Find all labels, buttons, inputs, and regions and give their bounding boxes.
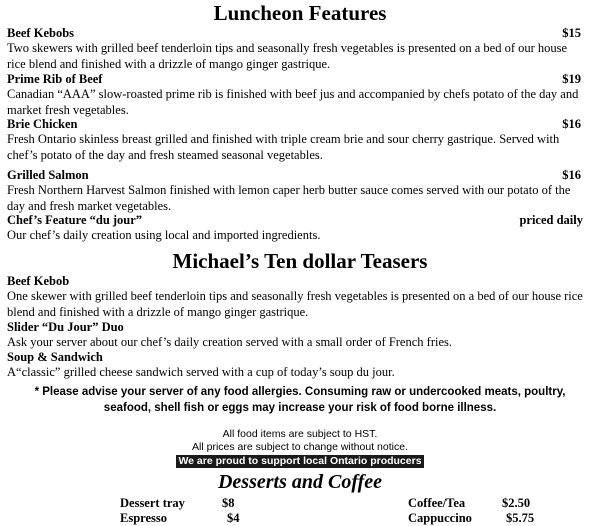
item-price: $16 [562,168,581,182]
hst-note: All food items are subject to HST. [222,428,378,440]
menu-item-grilled-salmon [7,167,585,214]
menu-item-beef-kebob [7,273,585,320]
desserts-title: Desserts and Coffee [217,471,383,493]
dessert-item-name: Cappuccino [408,511,472,525]
item-price: priced daily [519,213,583,227]
item-name: Soup & Sandwich [7,350,103,364]
item-description: A“classic” grilled cheese sandwich served with a cup of today’s soup du jour. [7,365,395,379]
item-description: One skewer with grilled beef tenderloin tips and seasonally fresh vegetables is presented on a bed of our house rice blend and finished with a drizzle of mango ginger gastrique. [7,289,583,319]
dessert-item-price: $2.50 [502,496,531,510]
item-price: $16 [562,117,581,131]
item-name: Slider “Du Jour” Duo [7,320,124,334]
item-name: Grilled Salmon [7,168,89,182]
item-price: $15 [562,26,581,40]
dessert-item-name: Coffee/Tea [408,496,466,510]
dessert-item-price: $5.75 [506,511,535,525]
dessert-item-price: $4 [227,511,240,525]
item-description: Canadian “AAA” slow-roasted prime rib is finished with beef jus and accompanied by chefs potato of the day and market fresh vegetables. [7,87,579,117]
luncheon-title: Luncheon Features [213,1,387,25]
item-description: Two skewers with grilled beef tenderloin tips and seasonally fresh vegetables is presented on a bed of our house rice blend and finished with a drizzle of mango ginger gastrique. [7,41,568,71]
item-name: Beef Kebobs [7,26,75,40]
menu-item-prime-rib [7,71,585,118]
teasers-title: Michael’s Ten dollar Teasers [172,249,428,273]
menu-item-slider-duo [7,319,585,351]
item-description: Fresh Ontario skinless breast grilled and finished with triple cream brie and sour cherry gastrique. Served with chef’s potato of the day and fresh steamed seasonal vegetables. [7,132,560,162]
item-description: Our chef’s daily creation using local and imported ingredients. [7,228,321,242]
item-name: Prime Rib of Beef [7,72,103,86]
menu-item-soup-sandwich [7,349,585,381]
menu-item-chefs-feature [7,212,585,244]
dessert-item-name: Espresso [120,511,168,525]
item-name: Chef’s Feature “du jour” [7,213,143,227]
item-price: $19 [562,72,581,86]
menu-item-brie-chicken [7,116,585,163]
dessert-item-name: Dessert tray [120,496,185,510]
support-banner: We are proud to support local Ontario producers [178,455,422,467]
menu-notes [0,428,600,468]
item-name: Brie Chicken [7,117,78,131]
item-description: Fresh Northern Harvest Salmon finished with lemon caper herb butter sauce comes served with our potato of the day and fresh market vegetables. [7,183,571,213]
item-description: Ask your server about our chef’s daily creation served with a small order of French fries. [7,335,452,349]
item-name: Beef Kebob [7,274,70,288]
dessert-item-price: $8 [222,496,235,510]
menu-item-beef-kebobs [7,25,585,72]
price-note: All prices are subject to change without notice. [192,441,408,453]
allergy-notice: * Please advise your server of any food allergies. Consuming raw or undercooked meats, poultry, seafood, shell fish or eggs may increase your risk of food borne illness. [34,386,566,414]
